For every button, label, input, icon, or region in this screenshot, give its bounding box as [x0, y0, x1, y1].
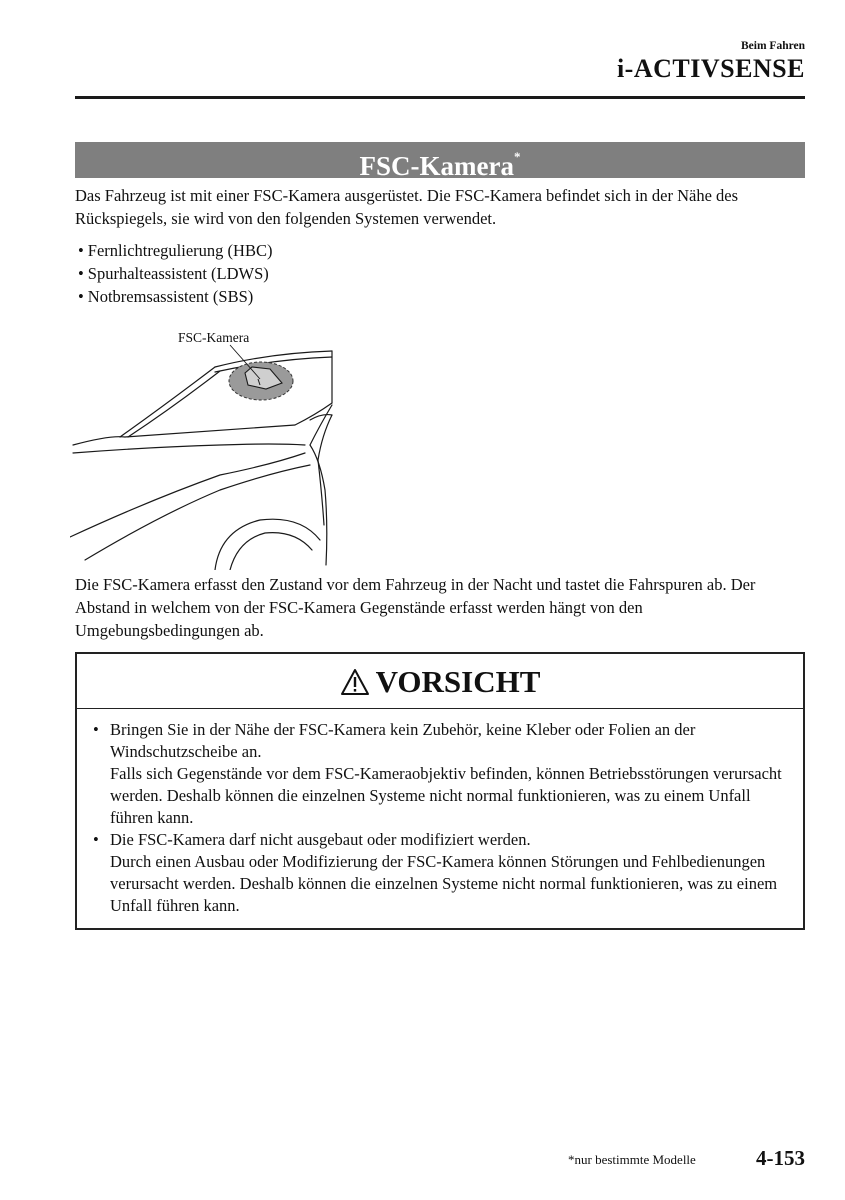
figure-callout: FSC-Kamera: [178, 330, 250, 345]
section-label: Beim Fahren: [741, 40, 805, 52]
footnote: *nur bestimmte Modelle: [568, 1152, 696, 1167]
caution-list: [77, 709, 803, 917]
description-paragraph: Die FSC-Kamera erfasst den Zustand vor dem Fahrzeug in der Nacht und tastet die Fahrspuren ab. Der Abstand in welchem von der FSC-Kamera Gegenstände erfasst werden hängt von den Umgebungsbedingungen ab.: [75, 575, 756, 640]
list-item: • Spurhalteassistent (LDWS): [78, 262, 272, 285]
list-item: [110, 719, 783, 829]
banner-marker: *: [513, 149, 521, 164]
section-banner: [75, 142, 805, 181]
systems-list: [78, 239, 272, 308]
caution-lead: • Die FSC-Kamera darf nicht ausgebaut oder modifiziert werden.: [110, 830, 531, 849]
windshield-camera-illustration: [70, 325, 340, 570]
header-rule: [75, 96, 805, 99]
warning-triangle-icon: [340, 668, 370, 696]
banner-title: FSC-Kamera: [359, 151, 514, 181]
caution-lead: • Bringen Sie in der Nähe der FSC-Kamera kein Zubehör, keine Kleber oder Folien an der Windschutzscheibe an.: [110, 720, 696, 761]
intro-paragraph: Das Fahrzeug ist mit einer FSC-Kamera ausgerüstet. Die FSC-Kamera befindet sich in der Nähe des Rückspiegels, sie wird von den folgenden Systemen verwendet.: [75, 186, 739, 228]
caution-detail: Durch einen Ausbau oder Modifizierung der FSC-Kamera können Störungen und Fehlbedienungen verursacht werden. Deshalb können die einzelnen Systeme nicht normal funktionieren, was zu einem Unfall führen kann.: [110, 852, 778, 915]
caution-box: [75, 652, 805, 930]
page-number: 4-153: [756, 1146, 805, 1170]
caution-detail: Falls sich Gegenstände vor dem FSC-Kameraobjektiv befinden, können Betriebsstörungen verursacht werden. Deshalb können die einzelnen Systeme nicht normal funktionieren, was zu einem Unfall führen kann.: [110, 764, 782, 827]
list-item: [110, 829, 783, 917]
chapter-title: i-ACTIVSENSE: [616, 54, 805, 83]
list-item: • Notbremsassistent (SBS): [78, 285, 272, 308]
caution-title: VORSICHT: [375, 664, 541, 699]
caution-header: [77, 654, 803, 709]
list-item: • Fernlichtregulierung (HBC): [78, 239, 272, 262]
